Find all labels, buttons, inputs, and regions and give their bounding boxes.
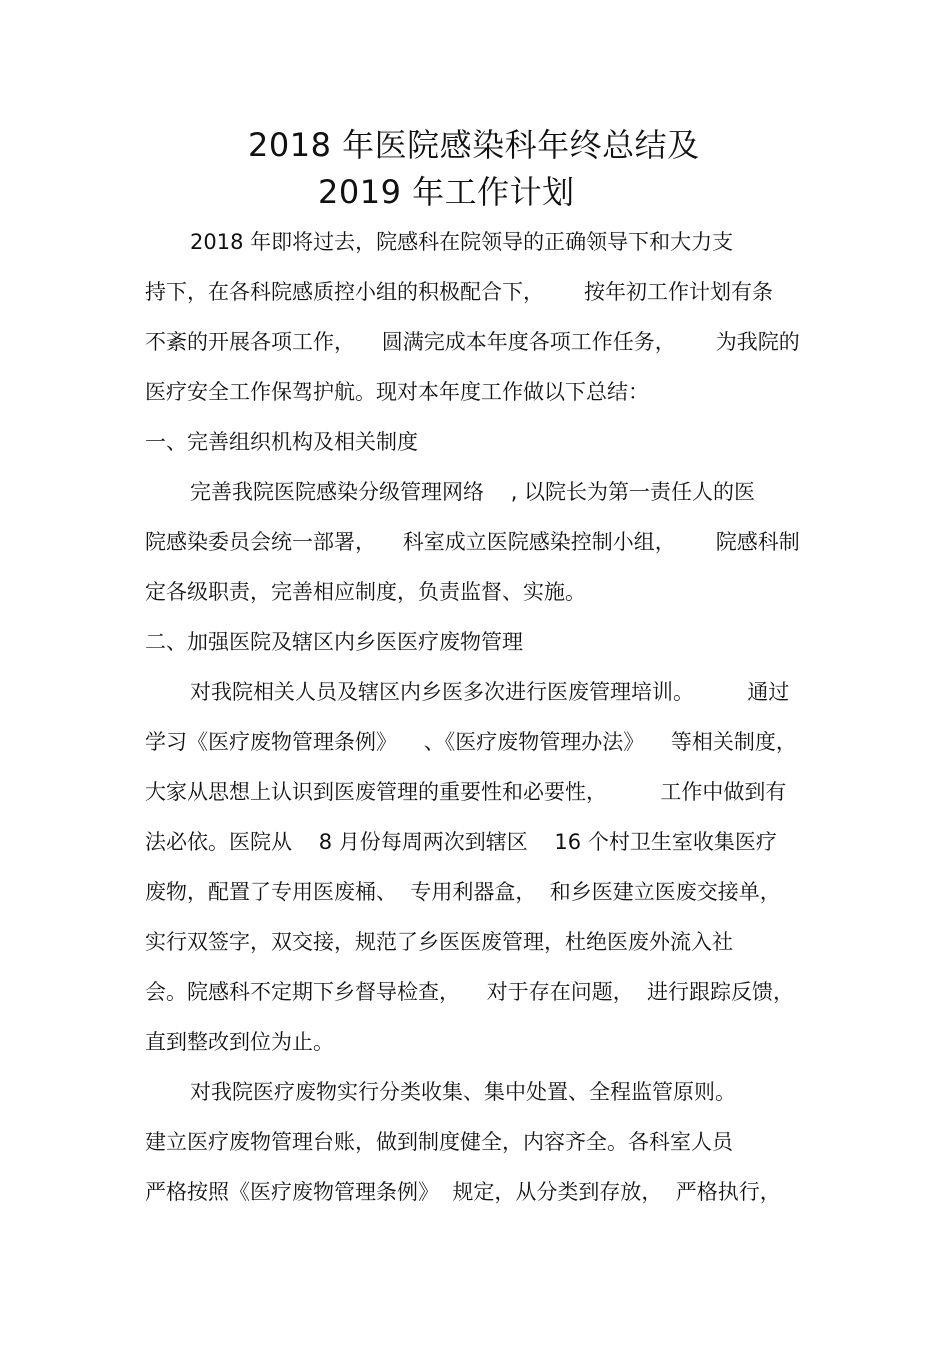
paragraph-line: 严格按照《医疗废物管理条例》 规定，从分类到存放， 严格执行， bbox=[145, 1180, 781, 1204]
document-title-line-1: 2018 年医院感染科年终总结及 bbox=[248, 126, 700, 164]
paragraph-line: 对我院相关人员及辖区内乡医多次进行医废管理培训。 通过 bbox=[190, 680, 790, 704]
section-heading: 一、完善组织机构及相关制度 bbox=[145, 430, 418, 454]
paragraph-line: 医疗安全工作保驾护航。现对本年度工作做以下总结： bbox=[145, 380, 649, 404]
paragraph-line: 对我院医疗废物实行分类收集、集中处置、全程监管原则。 bbox=[190, 1080, 736, 1104]
paragraph-line: 学习《医疗废物管理条例》 、《医疗废物管理办法》 等相关制度， bbox=[145, 730, 797, 754]
section-heading: 二、加强医院及辖区内乡医医疗废物管理 bbox=[145, 630, 523, 654]
paragraph-line: 实行双签字，双交接，规范了乡医医废管理，杜绝医废外流入社 bbox=[145, 930, 733, 954]
paragraph-line: 院感染委员会统一部署， 科室成立医院感染控制小组， 院感科制 bbox=[145, 530, 800, 554]
paragraph-line: 法必依。医院从 8 月份每周两次到辖区 16 个村卫生室收集医疗 bbox=[145, 830, 777, 854]
paragraph-line: 废物，配置了专用医废桶、 专用利器盒， 和乡医建立医废交接单， bbox=[145, 880, 781, 904]
paragraph-line: 会。院感科不定期下乡督导检查， 对于存在问题， 进行跟踪反馈， bbox=[145, 980, 795, 1004]
paragraph-line: 定各级职责，完善相应制度，负责监督、实施。 bbox=[145, 580, 586, 604]
paragraph-line: 直到整改到位为止。 bbox=[145, 1030, 334, 1054]
paragraph-line: 2018 年即将过去，院感科在院领导的正确领导下和大力支 bbox=[190, 230, 734, 254]
paragraph-line: 建立医疗废物管理台账，做到制度健全，内容齐全。各科室人员 bbox=[145, 1130, 733, 1154]
paragraph-line: 完善我院医院感染分级管理网络 , 以院长为第一责任人的医 bbox=[190, 480, 756, 504]
document-title-line-2: 2019 年工作计划 bbox=[318, 173, 575, 211]
paragraph-line: 持下，在各科院感质控小组的积极配合下， 按年初工作计划有条 bbox=[145, 280, 774, 304]
paragraph-line: 大家从思想上认识到医废管理的重要性和必要性， 工作中做到有 bbox=[145, 780, 787, 804]
paragraph-line: 不紊的开展各项工作， 圆满完成本年度各项工作任务， 为我院的 bbox=[145, 330, 800, 354]
